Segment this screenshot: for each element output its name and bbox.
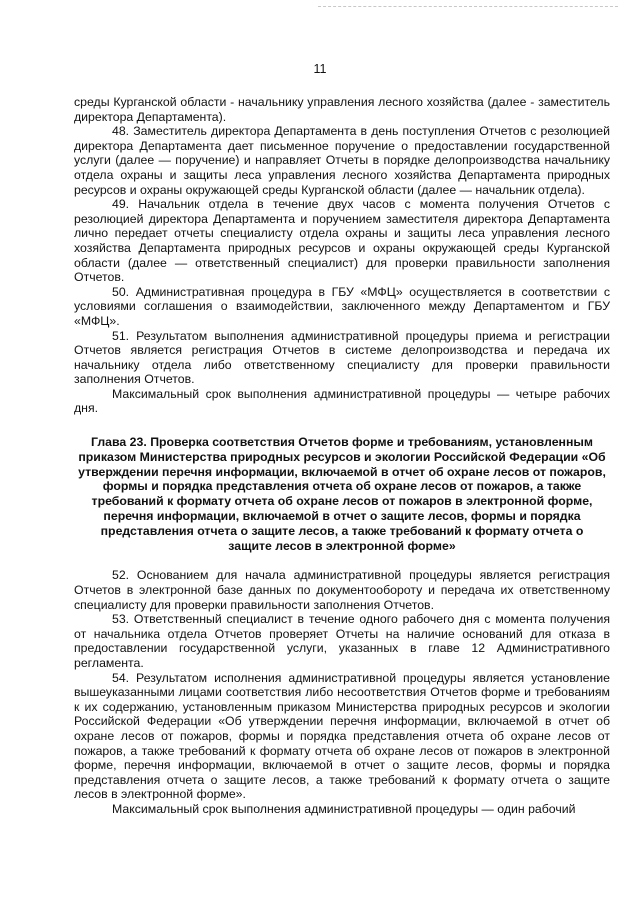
- paragraph-52: 52. Основанием для начала административной процедуры является регистрация Отчетов в электронной базе данных по документообороту и передача их ответственному специалисту для проверки правильности заполнения Отчетов.: [74, 568, 610, 612]
- paragraph-50: 50. Административная процедура в ГБУ «МФЦ» осуществляется в соответствии с условиями соглашения о взаимодействии, заключенного между Департаментом и ГБУ «МФЦ».: [74, 284, 610, 328]
- document-body: [74, 95, 610, 817]
- scan-artifact-line: [318, 6, 618, 8]
- paragraph-49: 49. Начальник отдела в течение двух часов с момента получения Отчетов с резолюцией директора Департамента и поручением заместителя директора Департамента лично передает отчеты специалисту отдела охраны и защиты леса управления лесного хозяйства Департамента природных ресурсов и охраны окружающей среды Курганской области (далее — ответственный специалист) для проверки правильности заполнения Отчетов.: [74, 197, 610, 285]
- paragraph-51: 51. Результатом выполнения административной процедуры приема и регистрации Отчетов является регистрация Отчетов в системе делопроизводства и передача их начальнику отдела либо ответственному специалисту для проверки правильности заполнения Отчетов.: [74, 328, 610, 387]
- paragraph-deadline-1: Максимальный срок выполнения административной процедуры — четыре рабочих дня.: [74, 386, 610, 416]
- chapter-heading: Глава 23. Проверка соответствия Отчетов форме и требованиям, установленным приказом Министерства природных ресурсов и экологии Российской Федерации «Об утверждении перечня информации, включаемой в отчет об охране лесов от пожаров, формы и порядка представления отчета об охране лесов от пожаров, а также требований к формату отчета об охране лесов от пожаров в электронной форме, перечня информации, включаемой в отчет о защите лесов, формы и порядка представления отчета о защите лесов, а также требований к формату отчета о защите лесов в электронной форме»: [78, 435, 606, 553]
- paragraph-0: среды Курганской области - начальнику управления лесного хозяйства (далее - заместитель директора Департамента).: [74, 95, 610, 124]
- paragraph-deadline-2: Максимальный срок выполнения административной процедуры — один рабочий: [112, 801, 576, 816]
- paragraph-48: 48. Заместитель директора Департамента в день поступления Отчетов с резолюцией директора Департамента дает письменное поручение о предоставлении государственной услуги (далее — поручение) и направляет Отчеты в порядке делопроизводства начальнику отдела охраны и защиты леса управления лесного хозяйства Департамента природных ресурсов и охраны окружающей среды Курганской области (далее — начальник отдела).: [74, 124, 610, 197]
- page-number: 11: [313, 62, 327, 76]
- paragraph-54: 54. Результатом исполнения административной процедуры является установление вышеуказанными лицами соответствия либо несоответствия Отчетов форме и требованиям к их содержанию, установленным приказом Министерства природных ресурсов и экологии Российской Федерации «Об утверждении перечня информации, включаемой в отчет об охране лесов от пожаров, формы и порядка представления отчета об охране лесов от пожаров, а также требований к формату отчета об охране лесов от пожаров в электронной форме, перечня информации, включаемой в отчет о защите лесов, формы и порядка представления отчета о защите лесов, а также требований к формату отчета о защите лесов в электронной форме».: [74, 670, 610, 802]
- paragraph-53: 53. Ответственный специалист в течение одного рабочего дня с момента получения от начальника отдела Отчетов проверяет Отчеты на наличие оснований для отказа в предоставлении государственной услуги, указанных в главе 12 Административного регламента.: [74, 612, 610, 670]
